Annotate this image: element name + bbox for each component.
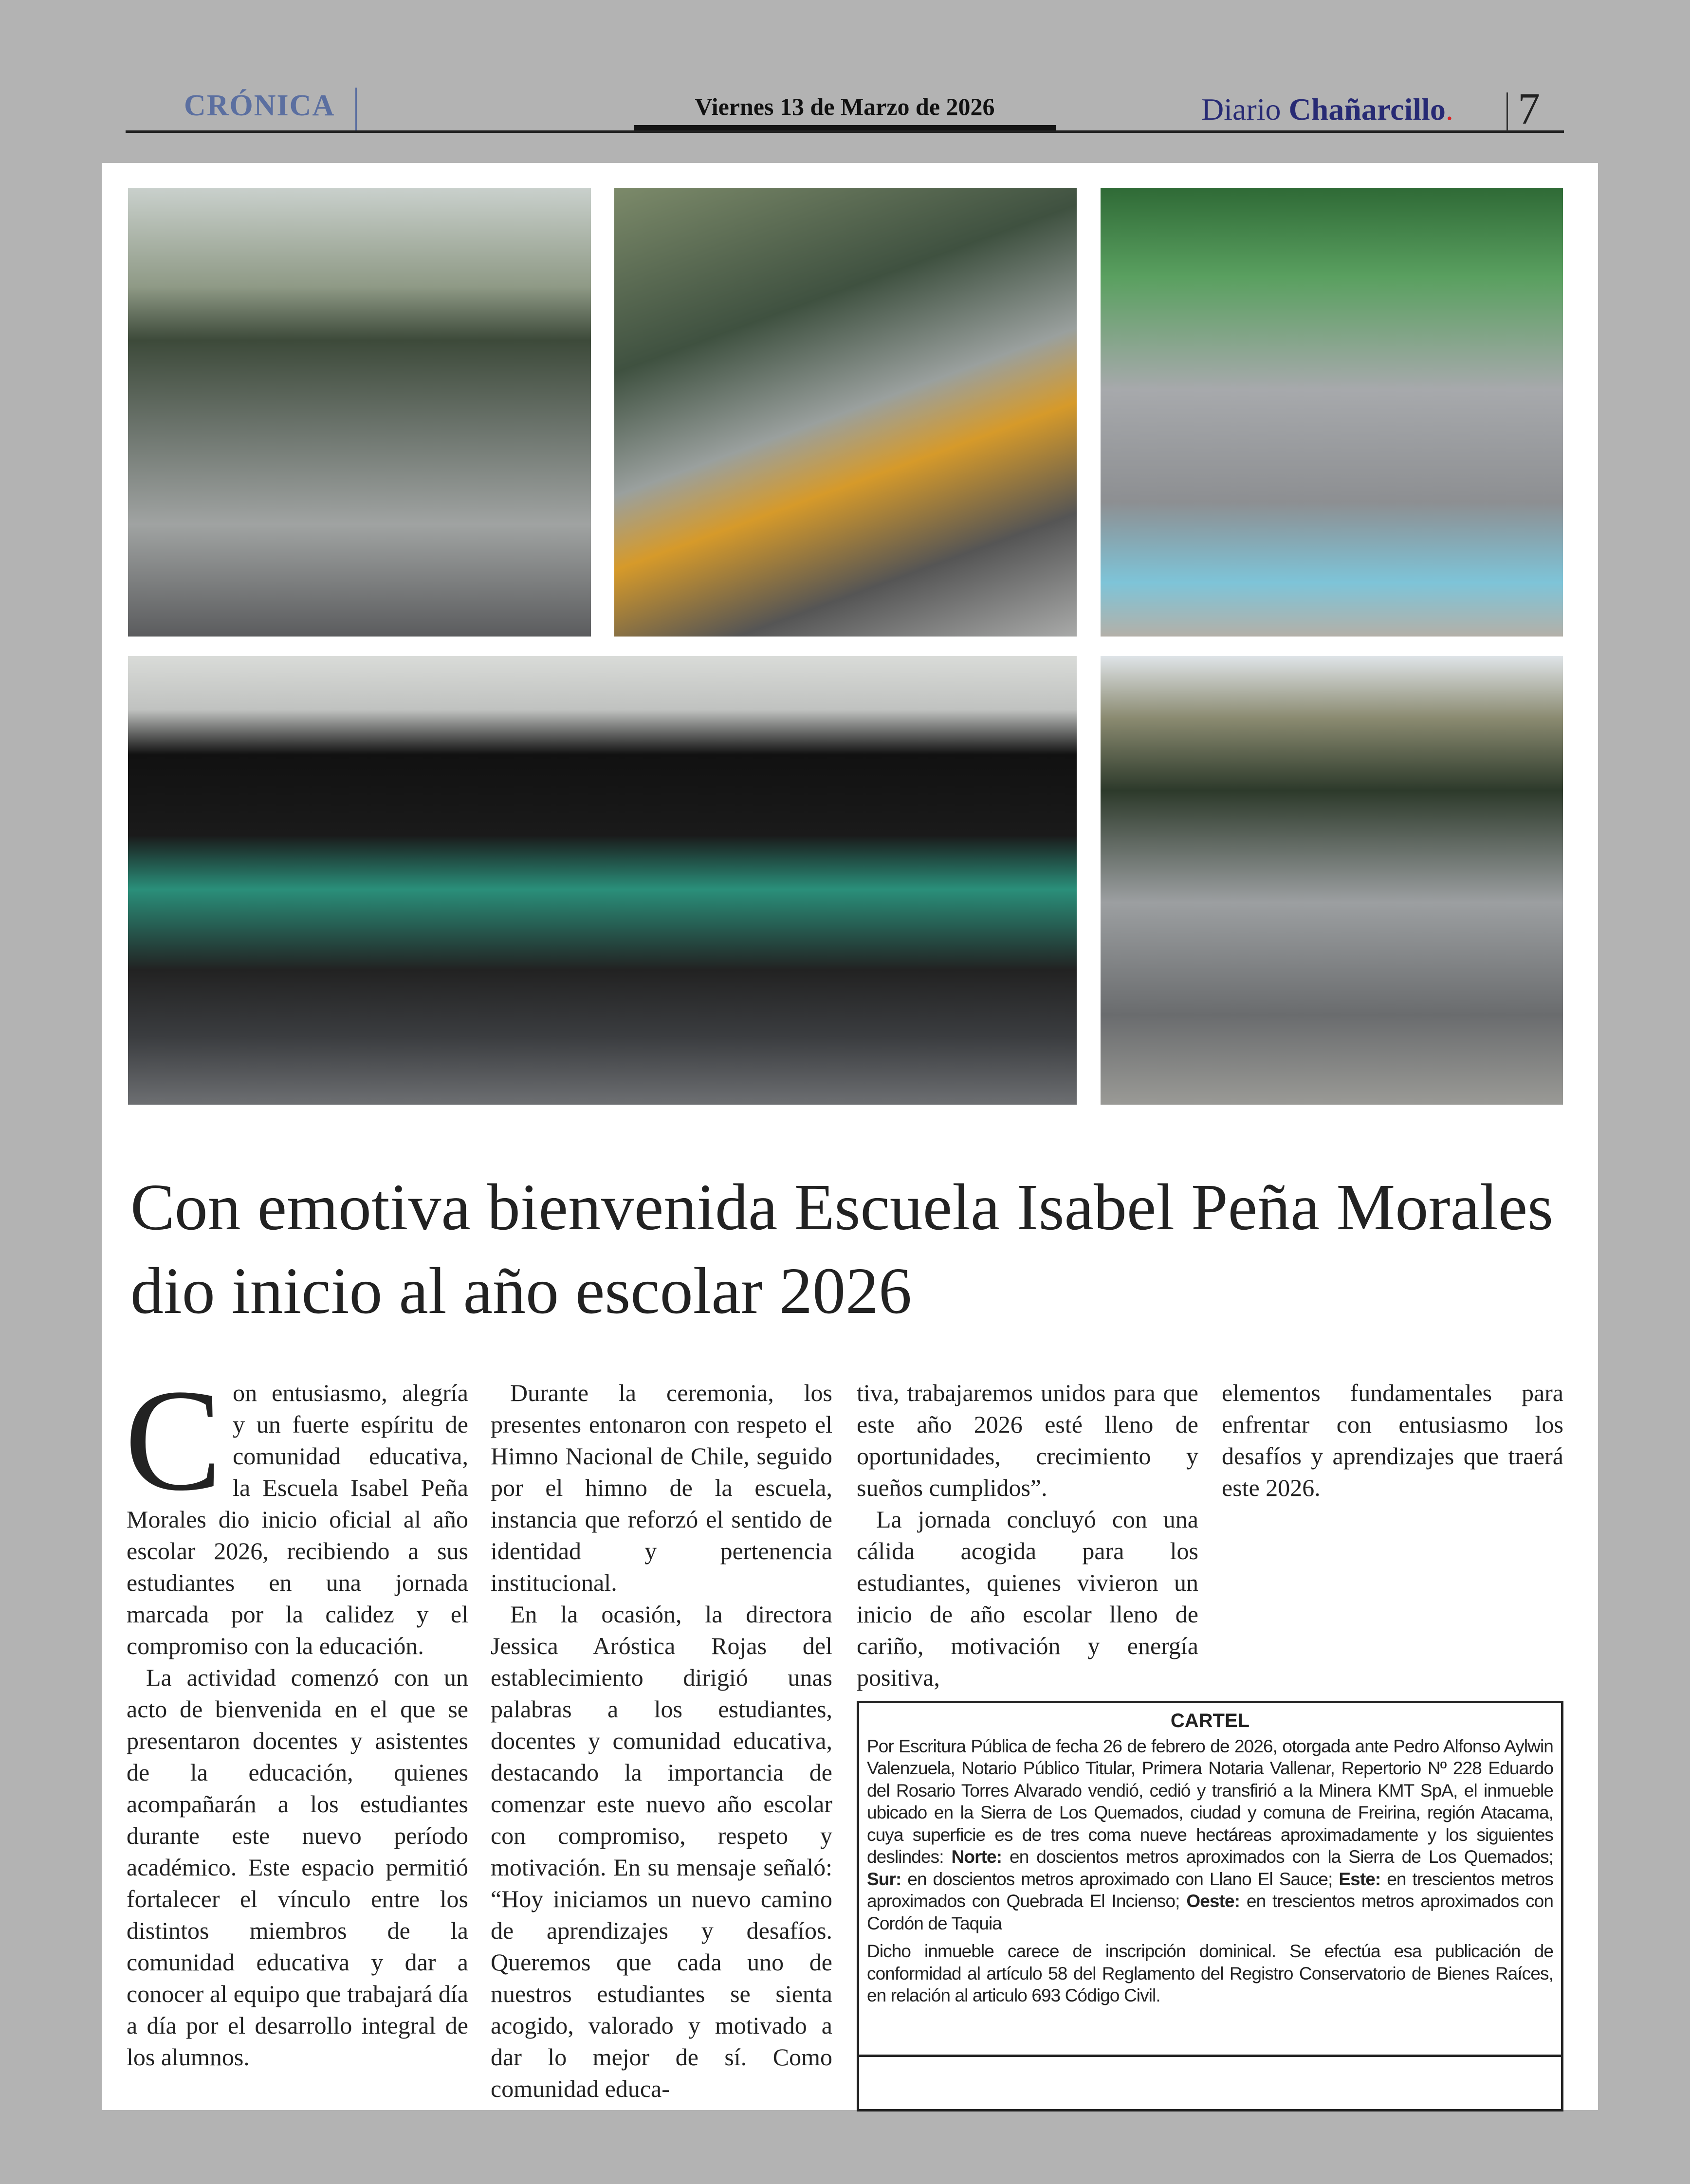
article-column-3 bbox=[857, 1377, 1198, 1693]
paragraph: La jornada concluyó con una cálida acogida para los estudiantes, quienes vivieron un inicio de año escolar lleno de cariño, motivación y energía positiva, bbox=[857, 1506, 1198, 1691]
paragraph: on entusiasmo, alegría y un fuerte espíritu de comunidad educativa, la Escuela Isabel Peña Morales dio inicio oficial al año escolar 2026, recibiendo a sus estudiantes en una jornada marcada por la calidez y el compromiso con la educación. bbox=[127, 1379, 468, 1659]
legal-notice-title: CARTEL bbox=[1170, 1710, 1250, 1731]
paragraph: La actividad comenzó con un acto de bienvenida en el que se presentaron docentes y asistentes de la educación, quienes acompañarán a los estudiantes durante este nuevo período académico. Este espacio permitió fortalecer el vínculo entre los distintos miembros de la comunidad educativa y dar a conocer al equipo que trabajará día a día por el desarrollo integral de los alumnos. bbox=[127, 1664, 468, 2071]
header-divider bbox=[355, 88, 357, 132]
notice-text: en doscientos metros aproximado con Llano El Sauce; bbox=[901, 1869, 1339, 1889]
legal-notice-paragraph bbox=[867, 1735, 1553, 1935]
issue-date: Viernes 13 de Marzo de 2026 bbox=[695, 93, 995, 120]
paragraph: Durante la ceremonia, los presentes entonaron con respeto el Himno Nacional de Chile, seguido por el himno de la escuela, instancia que reforzó el sentido de identidad y pertenencia institucional. bbox=[491, 1379, 832, 1596]
header-rule bbox=[126, 130, 1564, 133]
legal-notice-empty-area bbox=[859, 2057, 1561, 2109]
legal-notice-box bbox=[857, 1701, 1563, 2111]
notice-text: en trescientos metros aproximados con Quebrada El Incienso; bbox=[867, 1869, 1553, 1911]
section-label: CRÓNICA bbox=[184, 89, 335, 122]
legal-notice-paragraph: Dicho inmueble carece de inscripción dominical. Se efectúa esa publicación de conformidad al artículo 58 del Reglamento del Registro Conservatorio de Bienes Raíces, en relación al articulo 693 Código Civil. bbox=[867, 1941, 1553, 2005]
photo-girls-backpacks bbox=[1101, 188, 1563, 637]
notice-label-este: Este: bbox=[1339, 1869, 1381, 1889]
article-column-2 bbox=[491, 1377, 832, 2105]
photo-teachers-stage bbox=[128, 656, 1077, 1105]
photo-students-group bbox=[1101, 656, 1563, 1105]
photo-students-courtyard bbox=[128, 188, 591, 637]
right-block bbox=[857, 1377, 1563, 2111]
page-number: 7 bbox=[1518, 84, 1540, 133]
newspaper-prefix: Diario bbox=[1201, 92, 1281, 127]
newspaper-title: Chañarcillo bbox=[1288, 92, 1446, 127]
drop-cap: C bbox=[125, 1359, 222, 1521]
paragraph: elementos fundamentales para enfrentar con entusiasmo los desafíos y aprendizajes que traerá este 2026. bbox=[1222, 1379, 1563, 1501]
legal-notice-content bbox=[859, 1703, 1561, 2057]
article-headline: Con emotiva bienvenida Escuela Isabel Peña Morales dio inicio al año escolar 2026 bbox=[130, 1171, 1554, 1328]
notice-text: en trescientos metros aproximados con Cordón de Taquia bbox=[867, 1891, 1553, 1933]
notice-text: Por Escritura Pública de fecha 26 de febrero de 2026, otorgada ante Pedro Alfonso Aylwin Valenzuela, Notario Público Titular, Primera Notaria Vallenar, Repertorio Nº 228 Eduardo del Rosario Torres Alvarado vendió, cedió y transfirió a la Minera KMT SpA, el inmueble ubicado en la Sierra de Los Quemados, ciudad y comuna de Freirina, región Atacama, cuya superficie es de tres coma nueve hectáreas aproximadamente y los siguientes deslindes: bbox=[867, 1736, 1553, 1867]
newspaper-dot: . bbox=[1445, 92, 1453, 127]
article-column-4 bbox=[1222, 1377, 1563, 1693]
paragraph: En la ocasión, la directora Jessica Aróstica Rojas del establecimiento dirigió unas palabras a los estudiantes, docentes y comunidad educativa, destacando la importancia de comenzar este nuevo año escolar con compromiso, respeto y motivación. En su mensaje señaló: “Hoy iniciamos un nuevo camino de aprendizajes y desafíos. Queremos que cada uno de nuestros estudiantes se sienta acogido, valorado y motivado a dar lo mejor de sí. Como comunidad educa- bbox=[491, 1601, 832, 2102]
notice-text: en doscientos metros aproximados con la Sierra de Los Quemados; bbox=[1002, 1847, 1553, 1867]
article-column-1 bbox=[125, 1359, 468, 2073]
notice-label-sur: Sur: bbox=[867, 1869, 901, 1889]
notice-label-norte: Norte: bbox=[951, 1847, 1002, 1867]
notice-label-oeste: Oeste: bbox=[1186, 1891, 1240, 1911]
header-divider bbox=[1506, 92, 1508, 131]
photo-student-wheelchair bbox=[614, 188, 1077, 637]
paragraph: tiva, trabajaremos unidos para que este año 2026 esté lleno de oportunidades, crecimiento y sueños cumplidos”. bbox=[857, 1379, 1198, 1501]
right-columns bbox=[857, 1377, 1563, 1693]
newspaper-name bbox=[1201, 91, 1453, 127]
